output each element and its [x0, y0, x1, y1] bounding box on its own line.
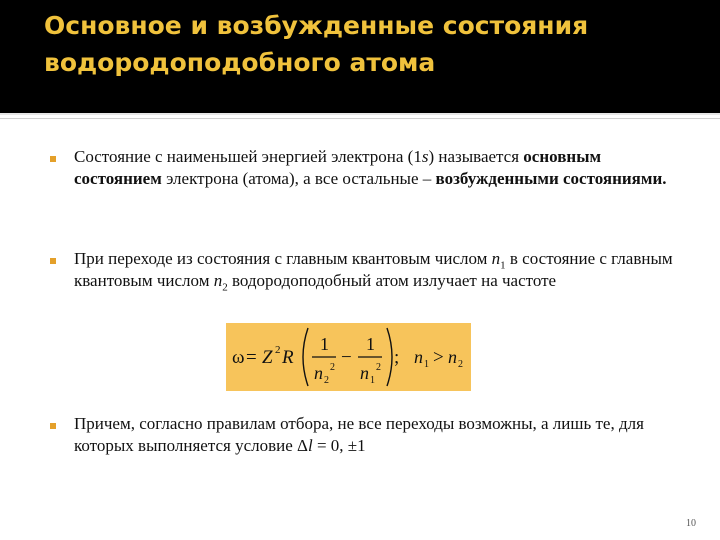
formula-n: n	[360, 363, 369, 383]
term-excited-states: возбужденными состояниями.	[435, 169, 667, 188]
bullet-text-ground-state	[74, 146, 674, 190]
formula-graphic	[226, 323, 471, 391]
quantum-number-symbol: l	[307, 436, 313, 455]
text-run: Состояние с наименьшей энергией электрона (1	[74, 147, 422, 166]
bullet-marker	[50, 156, 56, 162]
formula-subscript: 2	[458, 359, 463, 370]
text-run: водородоподобный атом излучает на частоте	[227, 271, 557, 290]
page-number: 10	[686, 518, 696, 529]
text-run: При переходе из состояния с главным квантовым числом	[74, 249, 492, 268]
formula-semicolon: ;	[394, 347, 400, 368]
formula-subscript: 1	[370, 375, 375, 386]
subscript: 2	[222, 281, 228, 294]
formula-R: R	[282, 347, 294, 368]
subscript: 1	[500, 259, 506, 272]
frequency-formula	[226, 323, 471, 391]
formula-minus: −	[341, 347, 352, 368]
title-divider	[0, 113, 720, 115]
orbital-symbol: s	[421, 147, 429, 166]
formula-subscript: 1	[424, 359, 429, 370]
formula-exponent: 2	[275, 344, 281, 356]
formula-exponent: 2	[376, 362, 381, 373]
quantum-number-symbol: n	[491, 249, 501, 268]
formula-n: n	[448, 347, 457, 367]
formula-subscript: 2	[324, 375, 329, 386]
bullet-text-transition	[74, 248, 674, 292]
term-ground-state: основным состоянием	[74, 147, 602, 188]
text-run: в состояние с главным квантовым числом	[74, 249, 673, 290]
bullet-text-selection-rule	[74, 413, 674, 457]
title-bar	[0, 0, 720, 113]
text-run: Причем, согласно правилам отбора, не все переходы возможны, а лишь те, для которых выполняется условие Δ	[74, 414, 644, 455]
text-run: = 0, ±1	[312, 436, 366, 455]
formula-n: n	[414, 347, 423, 367]
title-divider-thin	[0, 118, 720, 119]
text-run: ) называется	[428, 147, 524, 166]
bullet-marker	[50, 423, 56, 429]
left-paren	[303, 328, 308, 386]
formula-omega: ω	[232, 347, 245, 368]
formula-exponent: 2	[330, 362, 335, 373]
text-run: электрона (атома), а все остальные –	[161, 169, 436, 188]
formula-numerator: 1	[366, 334, 375, 354]
formula-equals: =	[246, 347, 257, 368]
quantum-number-symbol: n	[213, 271, 223, 290]
right-paren	[387, 328, 392, 386]
slide-title: Основное и возбужденные состояния водородоподобного атома	[44, 11, 589, 77]
formula-Z: Z	[262, 347, 273, 368]
formula-numerator: 1	[320, 334, 329, 354]
formula-greater-than: >	[433, 347, 444, 368]
formula-n: n	[314, 363, 323, 383]
bullet-marker	[50, 258, 56, 264]
